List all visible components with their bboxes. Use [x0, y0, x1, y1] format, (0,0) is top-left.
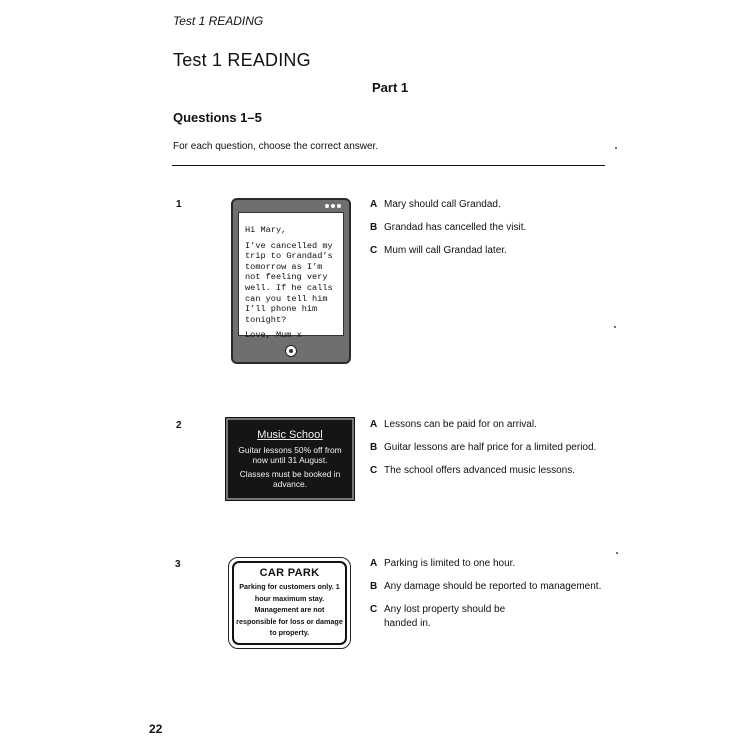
scan-speck [615, 147, 617, 149]
option-text: The school offers advanced music lessons. [384, 465, 576, 476]
option-text: Grandad has cancelled the visit. [384, 222, 527, 233]
answer-option[interactable] [370, 198, 614, 212]
option-letter: C [370, 604, 378, 615]
home-button-icon [285, 345, 297, 357]
answer-options [370, 418, 614, 487]
option-letter: A [370, 558, 378, 569]
message-body: I’ve cancelled my trip to Grandad’s tomorrow as I’m not feeling very well. If he calls can you tell him I’ll phone him tonight? [245, 240, 333, 325]
part-label: Part 1 [372, 80, 409, 95]
sign-line: Guitar lessons 50% off from now until 31 August. [238, 445, 342, 465]
answer-options [370, 198, 614, 267]
divider-rule [172, 165, 605, 166]
phone-screen [238, 212, 344, 341]
running-head: Test 1 READING [173, 14, 264, 28]
option-letter: B [370, 442, 378, 453]
page-title: Test 1 READING [173, 50, 311, 70]
option-text: Mum will call Grandad later. [384, 245, 507, 256]
scan-speck [614, 326, 616, 328]
car-park-sign [228, 557, 351, 649]
sign-line: Classes must be booked in advance. [239, 469, 341, 489]
message-signoff: Love, Mum x [245, 330, 302, 341]
sign-title: CAR PARK [259, 567, 320, 579]
option-letter: B [370, 581, 378, 592]
option-letter: B [370, 222, 378, 233]
car-park-sign-frame [232, 561, 347, 645]
answer-option[interactable] [370, 418, 614, 432]
option-text: Parking is limited to one hour. [384, 558, 516, 569]
phone-illustration [231, 198, 351, 364]
answer-option[interactable] [370, 244, 614, 258]
page-number: 22 [149, 722, 163, 736]
music-school-sign [226, 418, 354, 500]
answer-option[interactable] [370, 557, 614, 571]
option-text: Guitar lessons are half price for a limited period. [384, 442, 597, 453]
question-number: 3 [175, 559, 181, 570]
instruction-text: For each question, choose the correct answer. [173, 141, 379, 152]
option-text: Any damage should be reported to management. [384, 581, 602, 592]
answer-option[interactable] [370, 221, 614, 235]
answer-option[interactable] [370, 580, 614, 594]
section-heading: Questions 1–5 [173, 110, 262, 125]
answer-option[interactable] [370, 603, 519, 631]
question-number: 2 [176, 420, 182, 431]
message-greeting: Hi Mary, [245, 225, 287, 235]
option-letter: C [370, 465, 378, 476]
scan-speck [616, 552, 618, 554]
sign-body: Parking for customers only. 1 hour maximum stay. Management are not responsible for loss or damage to property. [236, 582, 343, 637]
option-text: Any lost property should be handed in. [384, 604, 506, 629]
option-text: Mary should call Grandad. [384, 199, 501, 210]
answer-options [370, 557, 614, 640]
question-number: 1 [176, 199, 182, 210]
option-letter: C [370, 245, 378, 256]
answer-option[interactable] [370, 464, 614, 478]
answer-option[interactable] [370, 441, 614, 455]
option-letter: A [370, 199, 378, 210]
option-text: Lessons can be paid for on arrival. [384, 419, 537, 430]
option-letter: A [370, 419, 378, 430]
sign-title: Music School [257, 429, 323, 441]
phone-camera-dots [325, 204, 341, 208]
